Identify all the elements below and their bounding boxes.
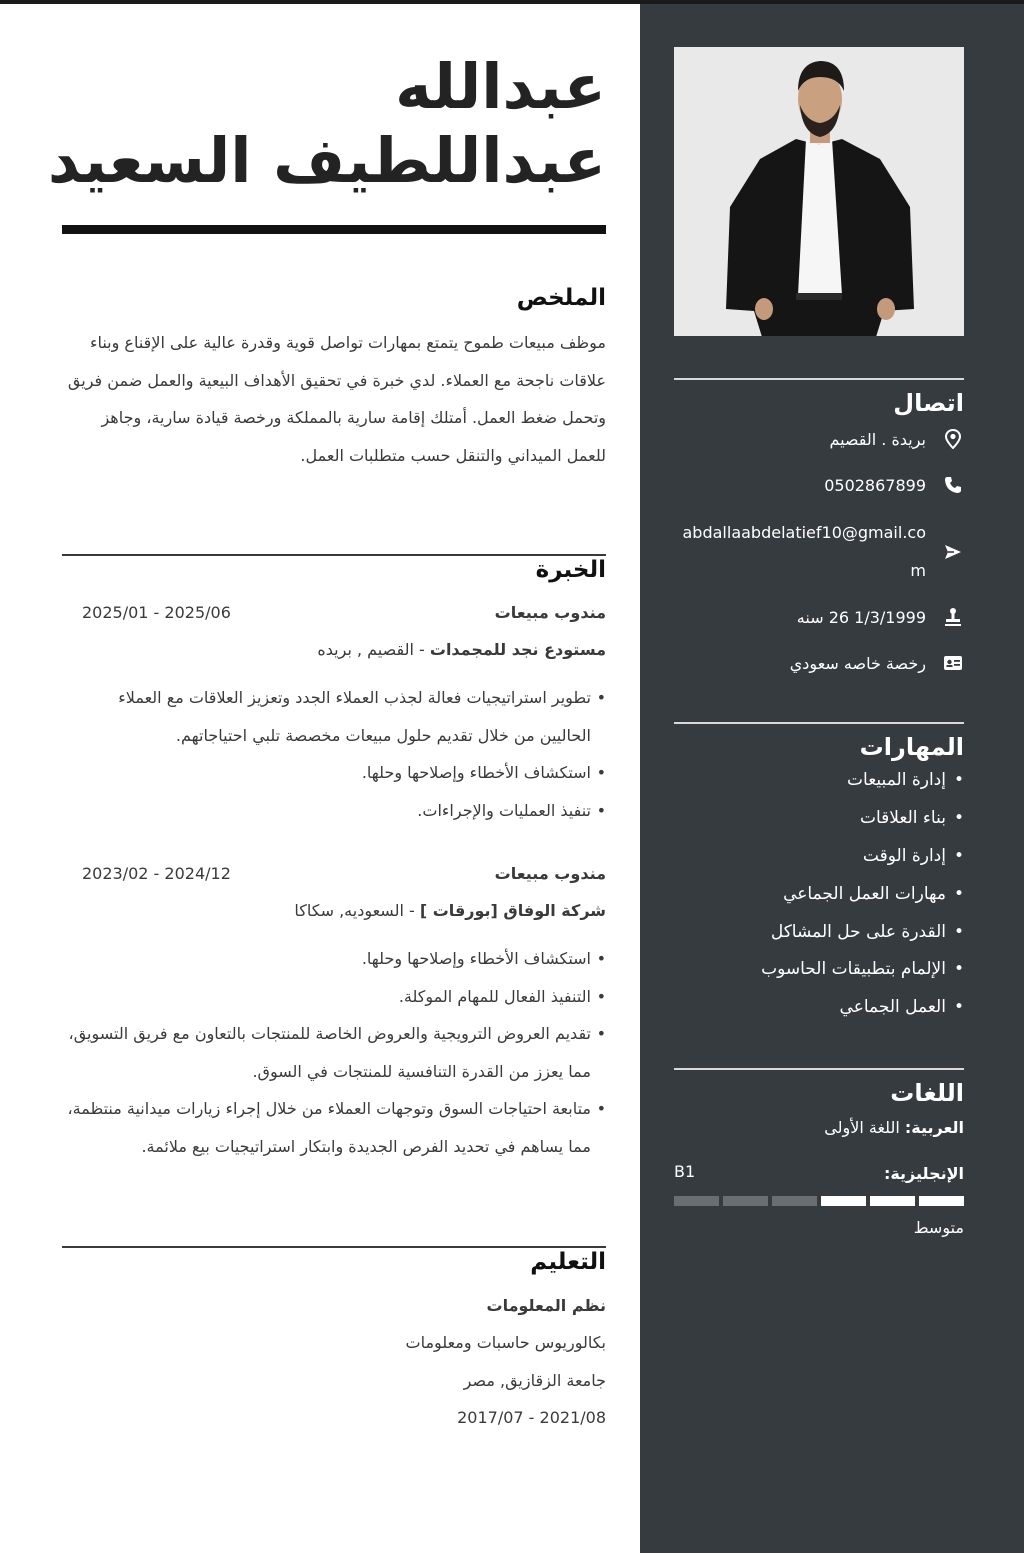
contact-divider — [674, 378, 964, 380]
email-row[interactable] — [674, 514, 964, 590]
english-label: الإنجليزية: — [883, 1164, 964, 1183]
company-location: - السعوديه, سكاكا — [294, 901, 420, 920]
send-icon — [942, 541, 964, 563]
level-segment — [870, 1196, 915, 1206]
job-bullets — [62, 940, 606, 1165]
education-divider — [62, 1246, 606, 1248]
skill-item: • الإلمام بتطبيقات الحاسوب — [761, 959, 964, 979]
job-dates: 2023/02 - 2024/12 — [82, 864, 231, 883]
phone-row[interactable] — [674, 474, 964, 496]
job-dates: 2025/01 - 2025/06 — [82, 603, 231, 622]
skills-section — [674, 722, 964, 1032]
company-name: مستودع نجد للمجمدات — [429, 640, 606, 659]
level-segment — [772, 1196, 817, 1206]
location-text: بريدة . القصيم — [829, 429, 926, 449]
license-text: رخصة خاصه سعودي — [789, 653, 926, 673]
education-heading: التعليم — [530, 1249, 606, 1275]
english-level-code: B1 — [674, 1162, 696, 1181]
education-university: جامعة الزقازيق, مصر — [463, 1371, 606, 1390]
education-dates: 2017/07 - 2021/08 — [457, 1408, 606, 1427]
job-bullets — [62, 679, 606, 829]
level-segment — [821, 1196, 866, 1206]
phone-text[interactable]: 0502867899 — [824, 475, 926, 495]
location-pin-icon — [942, 428, 964, 450]
list-item: • متابعة احتياجات السوق وتوجهات العملاء من خلال إجراء زيارات ميدانية منتظمة، مما يساهم في تحديد الفرص الجديدة وابتكار استراتيجيات بيع ملائمة. — [62, 1090, 606, 1165]
skills-divider — [674, 722, 964, 724]
english-level-bar — [674, 1196, 964, 1206]
person-silhouette-icon — [674, 47, 964, 336]
job-title: مندوب مبيعات — [494, 864, 606, 883]
list-item: • استكشاف الأخطاء وإصلاحها وحلها. — [62, 754, 606, 792]
english-language — [884, 1164, 964, 1183]
arabic-value: اللغة الأولى — [824, 1118, 900, 1137]
job-title: مندوب مبيعات — [494, 603, 606, 622]
experience-heading: الخبرة — [535, 557, 606, 583]
phone-icon — [942, 474, 964, 496]
skill-item: • القدرة على حل المشاكل — [771, 922, 964, 942]
email-text[interactable]: abdallaabdelatief10@gmail.com — [682, 523, 926, 580]
birthdate-text: 1/3/1999 26 سنه — [796, 607, 926, 627]
full-name: عبدالله عبداللطيف السعيد — [47, 50, 606, 197]
skill-item: • بناء العلاقات — [860, 808, 964, 828]
level-segment — [919, 1196, 964, 1206]
skill-item: • إدارة المبيعات — [847, 770, 964, 790]
summary-text: موظف مبيعات طموح يتمتع بمهارات تواصل قوية وقدرة عالية على الإقناع وبناء علاقات ناجحة مع العملاء. لدي خبرة في تحقيق الأهداف البيعية والعمل ضمن فريق وتحمل ضغط العمل. أمتلك إقامة سارية بالمملكة ورخصة قيادة سارية، وجاهز للعمل الميداني والتنقل حسب متطلبات العمل. — [67, 333, 606, 465]
list-item: • استكشاف الأخطاء وإصلاحها وحلها. — [62, 940, 606, 978]
summary-heading: الملخص — [516, 285, 606, 311]
arabic-label: العربية: — [904, 1118, 964, 1137]
sidebar — [640, 4, 1024, 1553]
skill-item: • العمل الجماعي — [840, 997, 964, 1017]
company-name: شركة الوفاق [بورقات ] — [419, 901, 606, 920]
main-content — [47, 0, 606, 1553]
list-item: • التنفيذ الفعال للمهام الموكلة. — [62, 978, 606, 1016]
contact-section — [674, 378, 964, 678]
company-location: - القصيم , بريده — [317, 640, 430, 659]
skills-heading: المهارات — [859, 733, 964, 761]
languages-section — [674, 1068, 964, 1248]
license-row — [674, 652, 964, 674]
stamp-icon — [942, 606, 964, 628]
location-row — [674, 428, 964, 450]
list-item: • تطوير استراتيجيات فعالة لجذب العملاء الجدد وتعزيز العلاقات مع العملاء الحاليين من خلال تقديم حلول مبيعات مخصصة تلبي احتياجاتهم. — [62, 679, 606, 754]
english-level-label: متوسط — [913, 1218, 964, 1237]
company-line — [294, 901, 606, 920]
experience-divider — [62, 554, 606, 556]
list-item: • تنفيذ العمليات والإجراءات. — [62, 792, 606, 830]
list-item: • تقديم العروض الترويجية والعروض الخاصة للمنتجات بالتعاون مع فريق التسويق، مما يعزز من القدرة التنافسية للمنتجات في السوق. — [62, 1015, 606, 1090]
languages-divider — [674, 1068, 964, 1070]
education-degree: بكالوريوس حاسبات ومعلومات — [405, 1333, 606, 1352]
contact-heading: اتصال — [893, 389, 964, 417]
id-card-icon — [942, 652, 964, 674]
name-underline — [62, 225, 606, 234]
arabic-language — [824, 1118, 964, 1137]
level-segment — [674, 1196, 719, 1206]
languages-heading: اللغات — [890, 1079, 964, 1107]
education-major: نظم المعلومات — [486, 1296, 606, 1315]
skill-item: • إدارة الوقت — [863, 846, 964, 866]
skill-item: • مهارات العمل الجماعي — [783, 884, 964, 904]
level-segment — [723, 1196, 768, 1206]
profile-photo — [674, 47, 964, 336]
birthdate-row — [674, 606, 964, 628]
company-line — [317, 640, 606, 659]
